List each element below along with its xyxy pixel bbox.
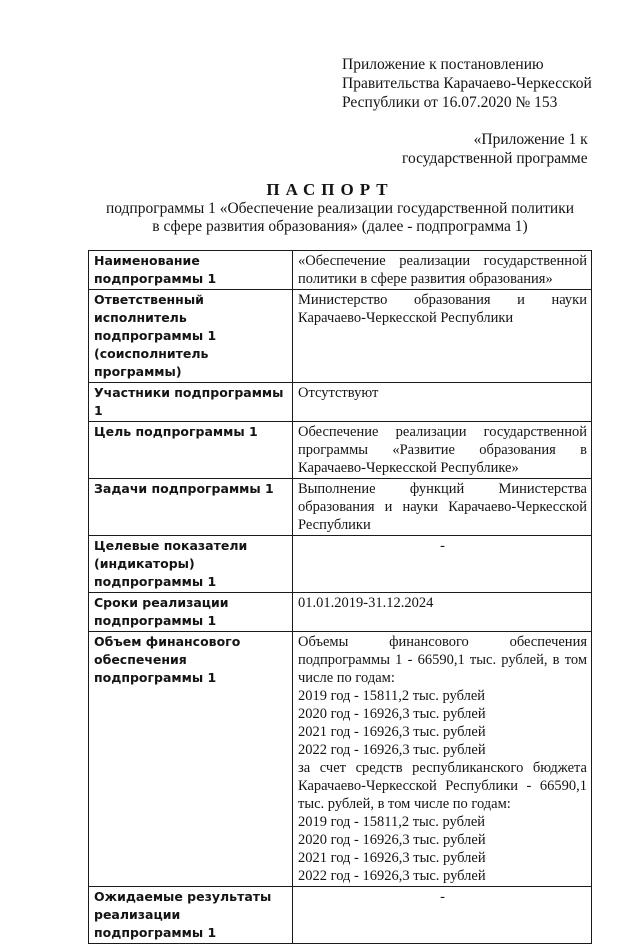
row-label: Сроки реализации подпрограммы 1	[89, 593, 293, 632]
document-title: ПАСПОРТ	[266, 180, 394, 199]
appendix-program-note	[402, 130, 588, 168]
row-label: Целевые показатели (индикаторы) подпрограммы 1	[89, 536, 293, 593]
table-row	[89, 251, 592, 290]
row-label: Участники подпрограммы 1	[89, 383, 293, 422]
appendix-line: Республики от 16.07.2020 № 153	[342, 94, 558, 111]
table-row	[89, 479, 592, 536]
row-value	[293, 632, 592, 887]
row-value: -	[293, 887, 592, 944]
document-subtitle	[100, 200, 580, 236]
row-value: «Обеспечение реализации государственной политики в сфере развития образования»	[293, 251, 592, 290]
passport-table	[88, 250, 592, 944]
table-row	[89, 536, 592, 593]
funding-line: за счет средств республиканского бюджета Карачаево-Черкесской Республики - 66590,1 тыс. рублей, в том числе по годам:	[298, 760, 587, 812]
row-value: 01.01.2019-31.12.2024	[293, 593, 592, 632]
funding-line: Объемы финансового обеспечения подпрограммы 1 - 66590,1 тыс. рублей, в том числе по годам:	[298, 634, 587, 686]
table-row	[89, 383, 592, 422]
funding-line: 2020 год - 16926,3 тыс. рублей	[298, 706, 486, 722]
row-value: Отсутствуют	[293, 383, 592, 422]
funding-line: 2022 год - 16926,3 тыс. рублей	[298, 868, 486, 884]
row-label: Наименование подпрограммы 1	[89, 251, 293, 290]
row-value: Выполнение функций Министерства образования и науки Карачаево-Черкесской Республики	[293, 479, 592, 536]
funding-line: 2019 год - 15811,2 тыс. рублей	[298, 688, 486, 704]
row-value: -	[293, 536, 592, 593]
appendix-line: «Приложение 1 к	[473, 131, 588, 148]
row-label: Объем финансового обеспечения подпрограммы 1	[89, 632, 293, 887]
appendix-header	[342, 55, 592, 112]
table-row	[89, 593, 592, 632]
row-value: Министерство образования и науки Карачаево-Черкесской Республики	[293, 290, 592, 383]
appendix-line: государственной программе	[402, 150, 588, 167]
appendix-line: Приложение к постановлению	[342, 56, 544, 73]
subtitle-line: в сфере развития образования» (далее - подпрограмма 1)	[152, 218, 528, 235]
funding-line: 2021 год - 16926,3 тыс. рублей	[298, 850, 486, 866]
table-row	[89, 290, 592, 383]
row-label: Цель подпрограммы 1	[89, 422, 293, 479]
table-row	[89, 422, 592, 479]
funding-line: 2020 год - 16926,3 тыс. рублей	[298, 832, 486, 848]
table-row	[89, 632, 592, 887]
row-label: Ответственный исполнитель подпрограммы 1 (соисполнитель программы)	[89, 290, 293, 383]
row-value: Обеспечение реализации государственной программы «Развитие образования в Карачаево-Черкесской Республике»	[293, 422, 592, 479]
appendix-line: Правительства Карачаево-Черкесской	[342, 75, 592, 92]
funding-line: 2021 год - 16926,3 тыс. рублей	[298, 724, 486, 740]
row-label: Задачи подпрограммы 1	[89, 479, 293, 536]
funding-line: 2022 год - 16926,3 тыс. рублей	[298, 742, 486, 758]
subtitle-line: подпрограммы 1 «Обеспечение реализации государственной политики	[105, 200, 575, 217]
row-label: Ожидаемые результаты реализации подпрограммы 1	[89, 887, 293, 944]
table-row	[89, 887, 592, 944]
funding-line: 2019 год - 15811,2 тыс. рублей	[298, 814, 486, 830]
